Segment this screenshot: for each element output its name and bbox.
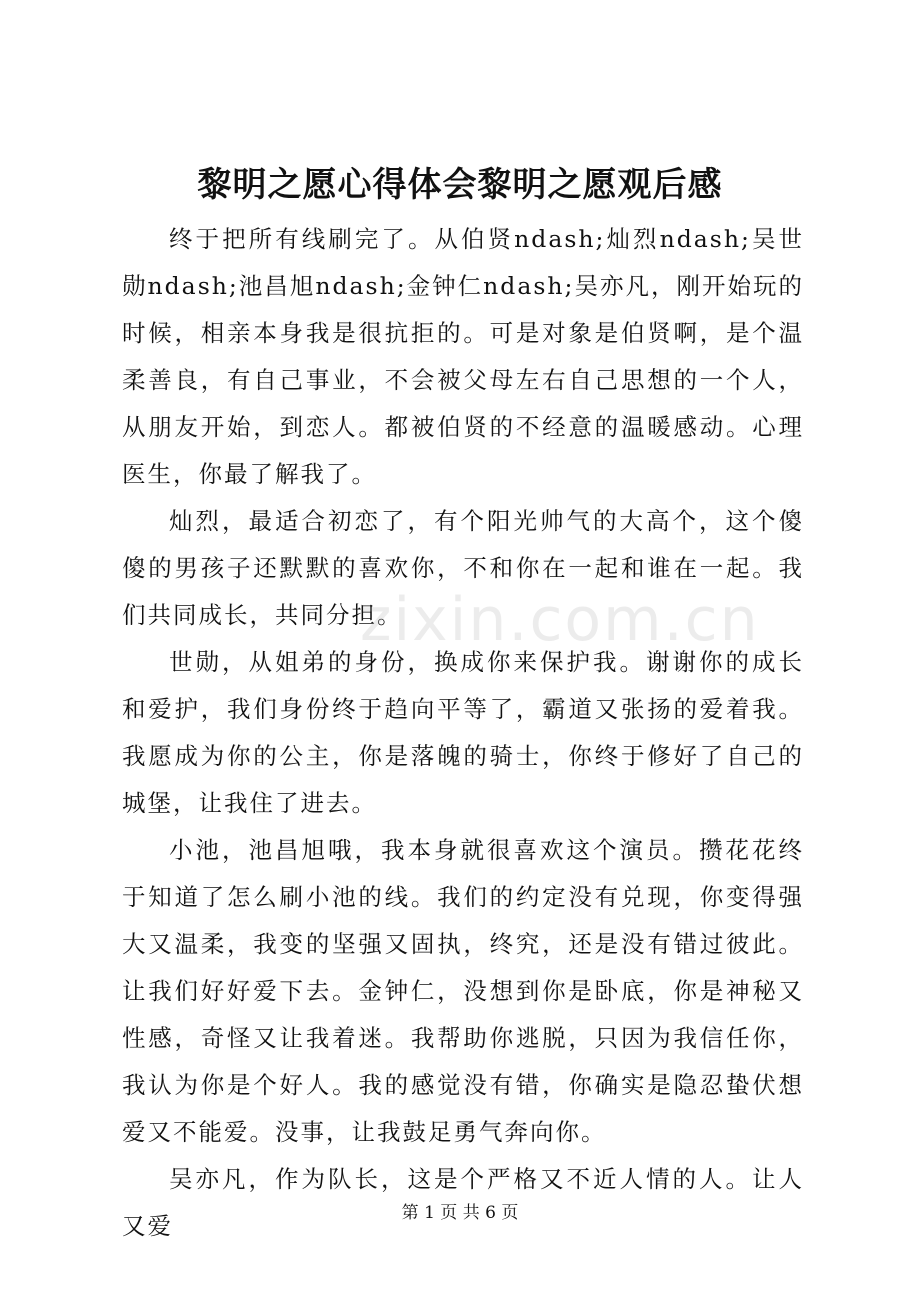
paragraph-5: 吴亦凡，作为队长，这是个严格又不近人情的人。让人又爱 [122, 1165, 804, 1240]
watermark: zixin.com.cn [360, 585, 760, 655]
page-footer: 第 1 页 共 6 页 [401, 1203, 519, 1223]
paragraph-4: 小池，池昌旭哦，我本身就很喜欢这个演员。攒花花终于知道了怎么刷小池的线。我们的约定没有兑现，你变得强大又温柔，我变的坚强又固执，终究，还是没有错过彼此。让我们好好爱下去。金钟仁，没想到你是卧底，你是神秘又性感，奇怪又让我着迷。我帮助你逃脱，只因为我信任你，我认为你是个好人。我的感觉没有错，你确实是隐忍蛰伏想爱又不能爱。没事，让我鼓足勇气奔向你。 [122, 836, 804, 1146]
paragraph-1: 终于把所有线刷完了。从伯贤ndash;灿烈ndash;吴世勋ndash;池昌旭ndash;金钟仁ndash;吴亦凡，刚开始玩的时候，相亲本身我是很抗拒的。可是对象是伯贤啊，是个温柔善良，有自己事业，不会被父母左右自己思想的一个人，从朋友开始，到恋人。都被伯贤的不经意的温暖感动。心理医生，你最了解我了。 [122, 225, 804, 488]
document-body [122, 216, 804, 1250]
paragraph-3: 世勋，从姐弟的身份，换成你来保护我。谢谢你的成长和爱护，我们身份终于趋向平等了，霸道又张扬的爱着我。我愿成为你的公主，你是落魄的骑士，你终于修好了自己的城堡，让我住了进去。 [122, 648, 804, 817]
document-title: 黎明之愿心得体会黎明之愿观后感 [197, 165, 723, 205]
paragraph-2: 灿烈，最适合初恋了，有个阳光帅气的大高个，这个傻傻的男孩子还默默的喜欢你，不和你在一起和谁在一起。我们共同成长，共同分担。 [122, 507, 804, 629]
